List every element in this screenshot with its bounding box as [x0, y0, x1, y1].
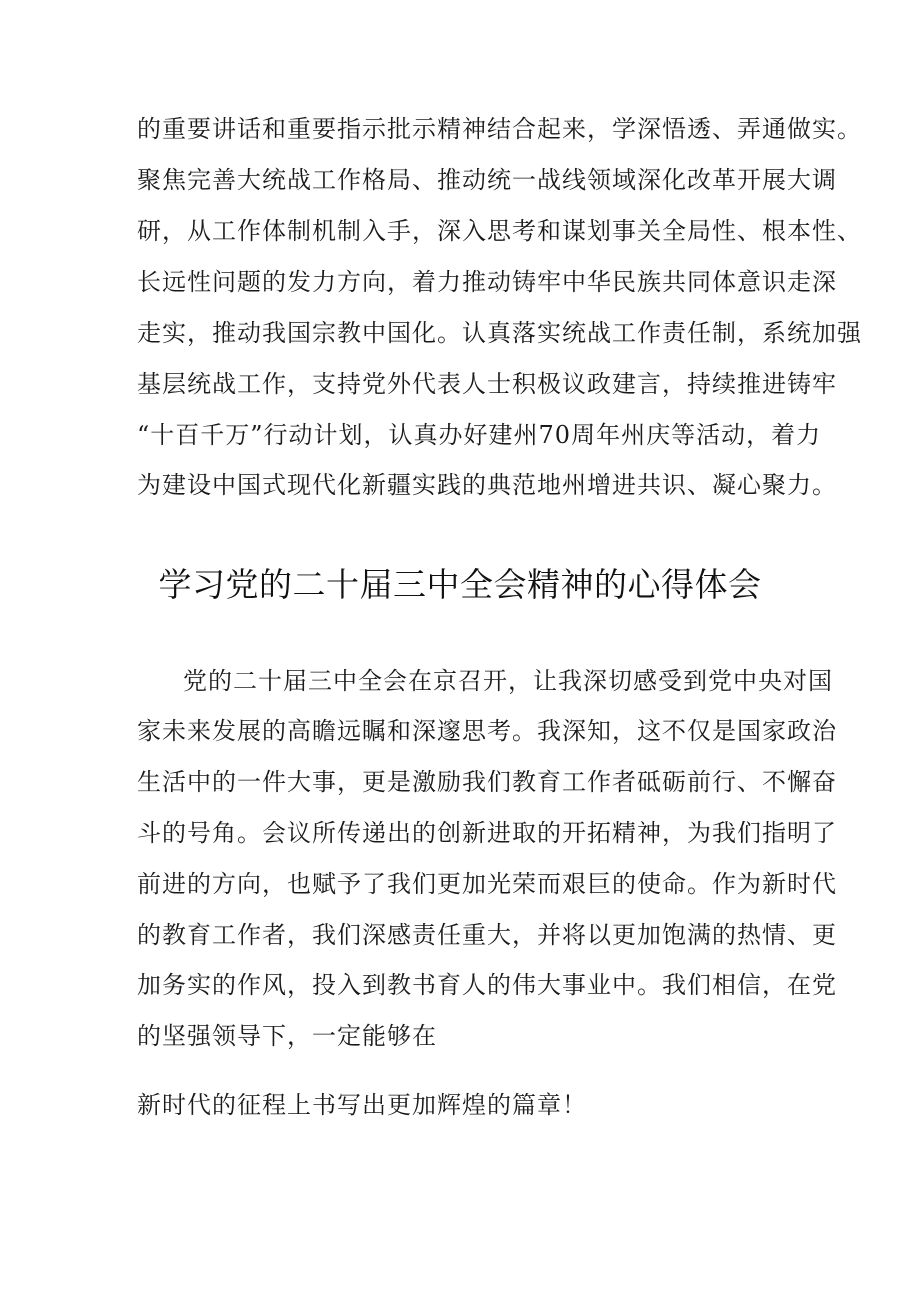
text-line: 加务实的作风，投入到教书育人的伟大事业中。我们相信，在党 — [137, 971, 837, 999]
text-line: 基层统战工作，支持党外代表人士积极议政建言，持续推进铸牢 — [137, 370, 837, 398]
text-line: 家未来发展的高瞻远瞩和深邃思考。我深知，这不仅是国家政治 — [137, 717, 837, 745]
text-line: 前进的方向，也赋予了我们更加光荣而艰巨的使命。作为新时代 — [137, 870, 837, 898]
text-line: 聚焦完善大统战工作格局、推动统一战线领域深化改革开展大调 — [137, 166, 837, 194]
text-line: 斗的号角。会议所传递出的创新进取的开拓精神，为我们指明了 — [137, 819, 837, 847]
text-line: 的教育工作者，我们深感责任重大，并将以更加饱满的热情、更 — [137, 921, 837, 949]
text-line: 的重要讲话和重要指示批示精神结合起来，学深悟透、弄通做实。 — [137, 115, 862, 143]
text-line: 党的二十届三中全会在京召开，让我深切感受到党中央对国 — [183, 667, 833, 695]
text-line: 为建设中国式现代化新疆实践的典范地州增进共识、凝心聚力。 — [137, 471, 837, 499]
closing-line: 新时代的征程上书写出更加辉煌的篇章！ — [137, 1091, 587, 1119]
text-line: 生活中的一件大事，更是激励我们教育工作者砥砺前行、不懈奋 — [137, 768, 837, 796]
text-line: 长远性问题的发力方向，着力推动铸牢中华民族共同体意识走深 — [137, 268, 837, 296]
article-title: 学习党的二十届三中全会精神的心得体会 — [158, 565, 762, 604]
text-line: 的坚强领导下，一定能够在 — [137, 1022, 437, 1050]
text-line: 走实，推动我国宗教中国化。认真落实统战工作责任制，系统加强 — [137, 319, 862, 347]
text-line: “十百千万”行动计划，认真办好建州70周年州庆等活动，着力 — [137, 421, 822, 449]
text-line: 研，从工作体制机制入手，深入思考和谋划事关全局性、根本性、 — [137, 217, 862, 245]
